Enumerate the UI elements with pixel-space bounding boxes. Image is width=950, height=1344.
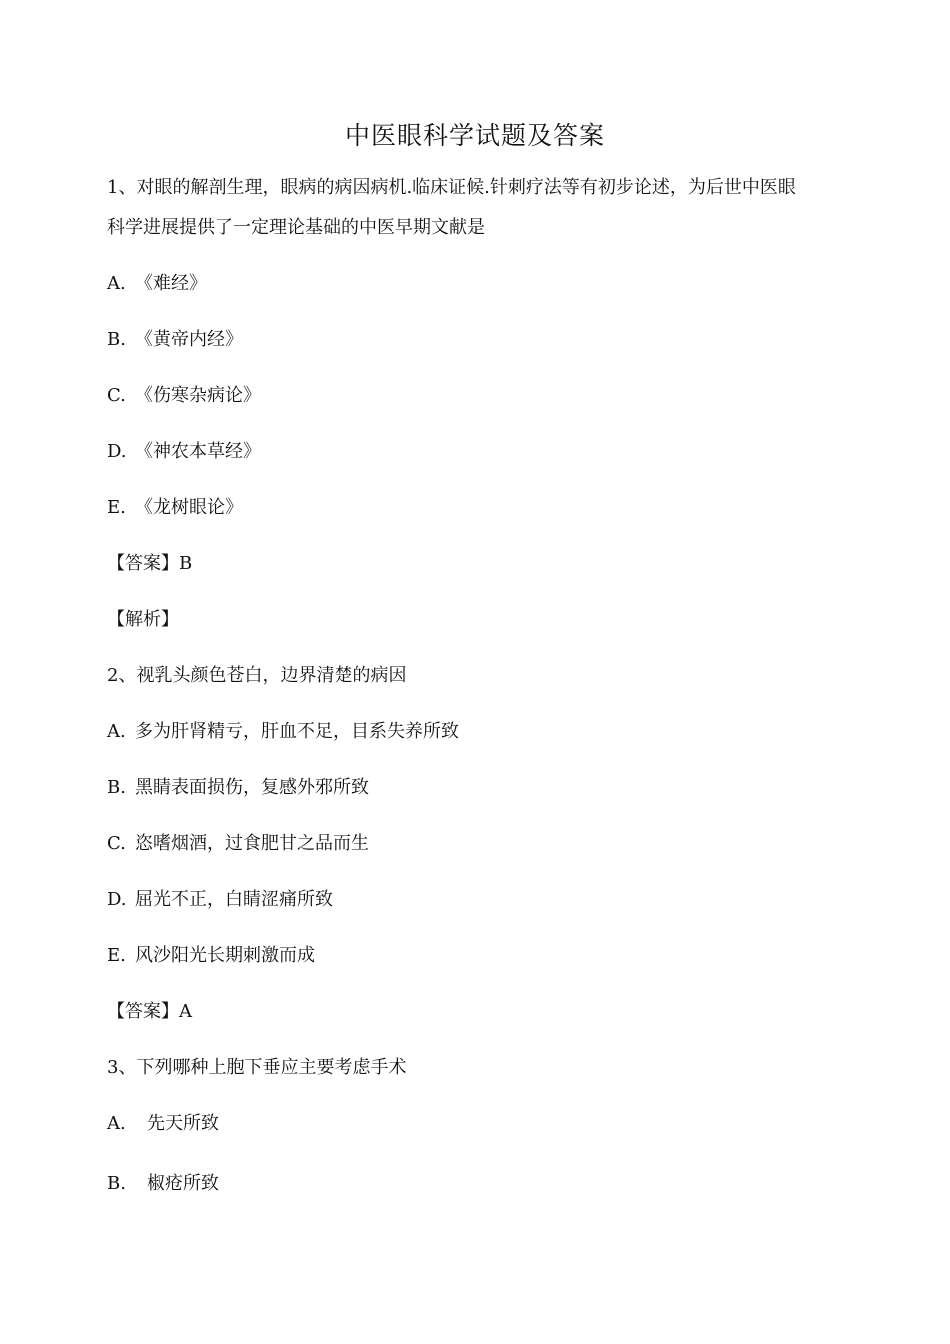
q3-option-a [107,1112,219,1136]
q3-option-b [107,1172,219,1196]
option-text: 黑睛表面损伤，复感外邪所致 [135,777,369,798]
option-text: 《黄帝内经》 [135,329,243,350]
question-2-stem: 2、视乳头颜色苍白，边界清楚的病因 [107,665,407,686]
q2-option-d [107,888,333,912]
option-letter: E. [107,945,126,966]
q1-analysis: 【解析】 [107,609,179,630]
option-letter: A. [107,273,126,294]
option-letter: A. [107,721,126,742]
option-text: 多为肝肾精亏，肝血不足，目系失养所致 [135,721,459,742]
q2-option-c [107,832,369,856]
q1-answer: 【答案】B [107,553,193,574]
option-letter: E. [107,497,126,518]
option-letter: A. [107,1113,126,1134]
option-text: 风沙阳光长期刺激而成 [135,945,315,966]
option-text: 《伤寒杂病论》 [135,385,261,406]
option-text: 椒疮所致 [147,1173,219,1194]
option-text: 《龙树眼论》 [135,497,243,518]
q2-answer: 【答案】A [107,1001,192,1022]
option-text: 屈光不正，白睛涩痛所致 [135,889,333,910]
option-text: 恣嗜烟酒，过食肥甘之品而生 [135,833,369,854]
option-letter: B. [107,777,126,798]
question-3-stem: 3、下列哪种上胞下垂应主要考虑手术 [107,1057,407,1078]
option-letter: C. [107,385,126,406]
q1-option-e [107,496,243,520]
q1-option-a [107,272,207,296]
q1-option-d [107,440,261,464]
q2-option-b [107,776,369,800]
option-letter: D. [107,889,127,910]
question-1-stem-line-2: 科学进展提供了一定理论基础的中医早期文献是 [107,217,485,238]
option-letter: B. [107,329,126,350]
option-letter: B. [107,1173,126,1194]
q2-option-a [107,720,459,744]
q2-option-e [107,944,315,968]
option-letter: D. [107,441,127,462]
document-title: 中医眼科学试题及答案 [344,121,605,150]
option-text: 《难经》 [135,273,207,294]
question-1-stem-line-1: 1、对眼的解剖生理，眼病的病因病机.临床证候.针刺疗法等有初步论述，为后世中医眼 [107,177,796,198]
q1-option-b [107,328,243,352]
option-text: 《神农本草经》 [135,441,261,462]
q1-option-c [107,384,261,408]
option-letter: C. [107,833,126,854]
option-text: 先天所致 [147,1113,219,1134]
